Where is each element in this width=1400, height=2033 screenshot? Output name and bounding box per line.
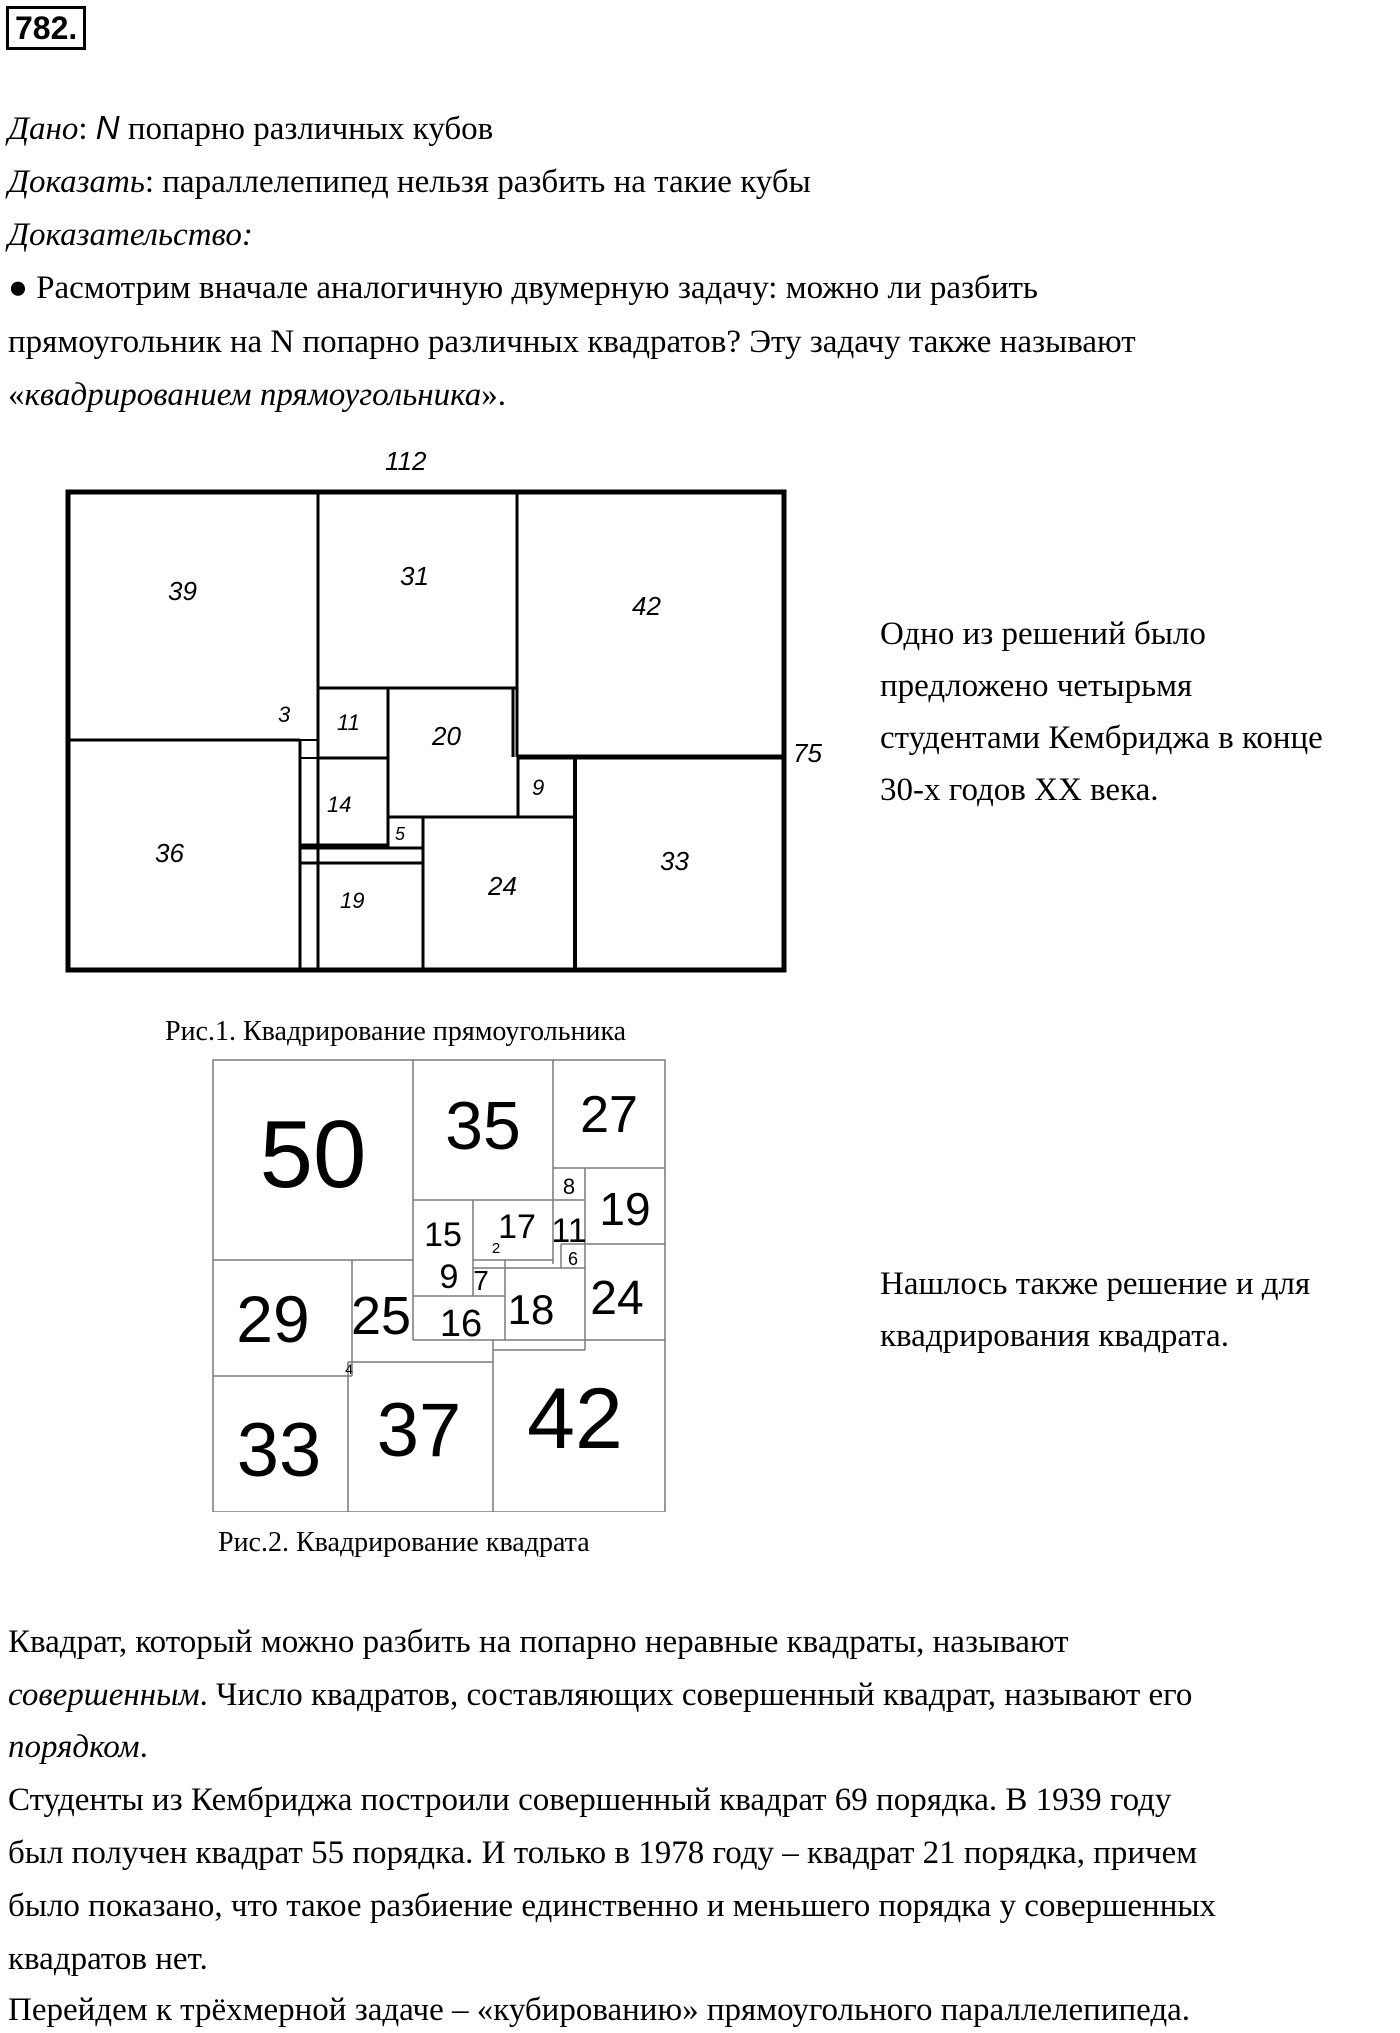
sq-8-label: 8 xyxy=(562,1174,576,1199)
sq-7-label: 7 xyxy=(473,1265,489,1296)
para1-line-2-rest: . Число квадратов, составляющих совершенный квадрат, называют его xyxy=(199,1677,1193,1713)
sq-37-label: 37 xyxy=(376,1388,462,1473)
side-text-2 xyxy=(880,1258,1310,1362)
width-label: 112 xyxy=(385,446,427,476)
sq-2-label: 2 xyxy=(491,1240,501,1257)
para2-line-4: квадратов нет. xyxy=(8,1941,208,1977)
intro-line-3 xyxy=(8,375,506,415)
sq-42-label: 42 xyxy=(527,1371,623,1467)
sq-42-label: 42 xyxy=(632,591,661,621)
side-text-1-line: предложено четырьмя xyxy=(880,668,1193,704)
para1-line-1: Квадрат, который можно разбить на попарно неравные квадраты, называют xyxy=(8,1624,1069,1660)
term-perfect: совершенным xyxy=(8,1677,200,1713)
side-text-2-line: Нашлось также решение и для xyxy=(880,1266,1311,1302)
term-order: порядком xyxy=(8,1729,140,1765)
sq-18-label: 18 xyxy=(507,1286,555,1333)
problem-number: 782. xyxy=(6,6,86,50)
given-sep: : xyxy=(78,111,96,147)
figure1-caption: Рис.1. Квадрирование прямоугольника xyxy=(165,1016,627,1047)
para1-line-3 xyxy=(8,1727,148,1767)
sq-4-label: 4 xyxy=(345,1361,353,1377)
prove-label: Доказать xyxy=(8,164,145,200)
sq-19-label: 19 xyxy=(340,888,365,913)
quote-close: ». xyxy=(481,377,506,413)
sq-11-label: 11 xyxy=(551,1212,587,1250)
prove-line xyxy=(8,162,811,202)
para1-line-2 xyxy=(8,1675,1192,1715)
sq-39-label: 39 xyxy=(168,576,197,606)
sq-24-label: 24 xyxy=(488,871,517,901)
sq-9-label: 9 xyxy=(532,775,545,800)
figure2-caption: Рис.2. Квадрирование квадрата xyxy=(218,1527,590,1558)
para2-line-1: Студенты из Кембриджа построили совершенный квадрат 69 порядка. В 1939 году xyxy=(8,1782,1172,1818)
given-var: N xyxy=(95,109,120,146)
sq-6-label: 6 xyxy=(567,1249,579,1269)
sq-36-label: 36 xyxy=(155,838,184,868)
sq-27-label: 27 xyxy=(580,1086,638,1144)
square-square-labels xyxy=(236,1086,650,1493)
given-line xyxy=(8,108,493,149)
sq-9-label: 9 xyxy=(439,1258,459,1296)
side-text-1-line: Одно из решений было xyxy=(880,616,1206,652)
side-text-1-line: 30-х годов XX века. xyxy=(880,772,1159,808)
sq-15-label: 15 xyxy=(424,1216,462,1254)
sq-24-label: 24 xyxy=(590,1272,644,1325)
sq-14-label: 14 xyxy=(327,792,352,817)
sq-20-label: 20 xyxy=(432,721,461,751)
para3-line: Перейдем к трёхмерной задаче – «кубированию» прямоугольного параллелепипеда. xyxy=(8,1992,1191,2028)
sq-5-label: 5 xyxy=(395,824,406,844)
given-text: попарно различных кубов xyxy=(119,111,494,147)
sq-3-label: 3 xyxy=(278,702,291,727)
sq-11-label: 11 xyxy=(337,710,360,735)
term-squaring-rectangle: квадрированием прямоугольника xyxy=(24,377,482,413)
sq-50-label: 50 xyxy=(259,1101,367,1208)
intro-line-1: ● Расмотрим вначале аналогичную двумерную задачу: можно ли разбить xyxy=(8,270,1038,306)
figure-squared-square xyxy=(205,1052,675,1512)
intro-line-2: прямоугольник на N попарно различных квадратов? Эту задачу также называют xyxy=(8,324,1136,360)
sq-33-label: 33 xyxy=(660,846,689,876)
proof-label: Доказательство: xyxy=(8,217,253,253)
height-label: 75 xyxy=(793,738,822,768)
given-label: Дано xyxy=(8,111,79,147)
para1-line-3-rest: . xyxy=(139,1729,148,1765)
quote-open: « xyxy=(8,377,25,413)
prove-text: : параллелепипед нельзя разбить на такие кубы xyxy=(144,164,811,200)
sq-16-label: 16 xyxy=(439,1303,483,1345)
sq-25-label: 25 xyxy=(350,1286,412,1346)
sq-17-label: 17 xyxy=(498,1208,536,1246)
side-text-1-line: студентами Кембриджа в конце xyxy=(880,720,1323,756)
sq-29-label: 29 xyxy=(236,1282,310,1356)
sq-33-label: 33 xyxy=(236,1408,322,1493)
sq-35-label: 35 xyxy=(445,1088,521,1164)
sq-31-label: 31 xyxy=(400,561,429,591)
side-text-2-line: квадрирования квадрата. xyxy=(880,1318,1229,1354)
figure-squared-rectangle xyxy=(0,440,840,980)
para2-line-3: было показано, что такое разбиение единственно и меньшего порядка у совершенных xyxy=(8,1888,1217,1924)
para2-line-2: был получен квадрат 55 порядка. И только в 1978 году – квадрат 21 порядка, причем xyxy=(8,1835,1198,1871)
sq-19-label: 19 xyxy=(599,1183,651,1235)
side-text-1 xyxy=(880,608,1323,816)
